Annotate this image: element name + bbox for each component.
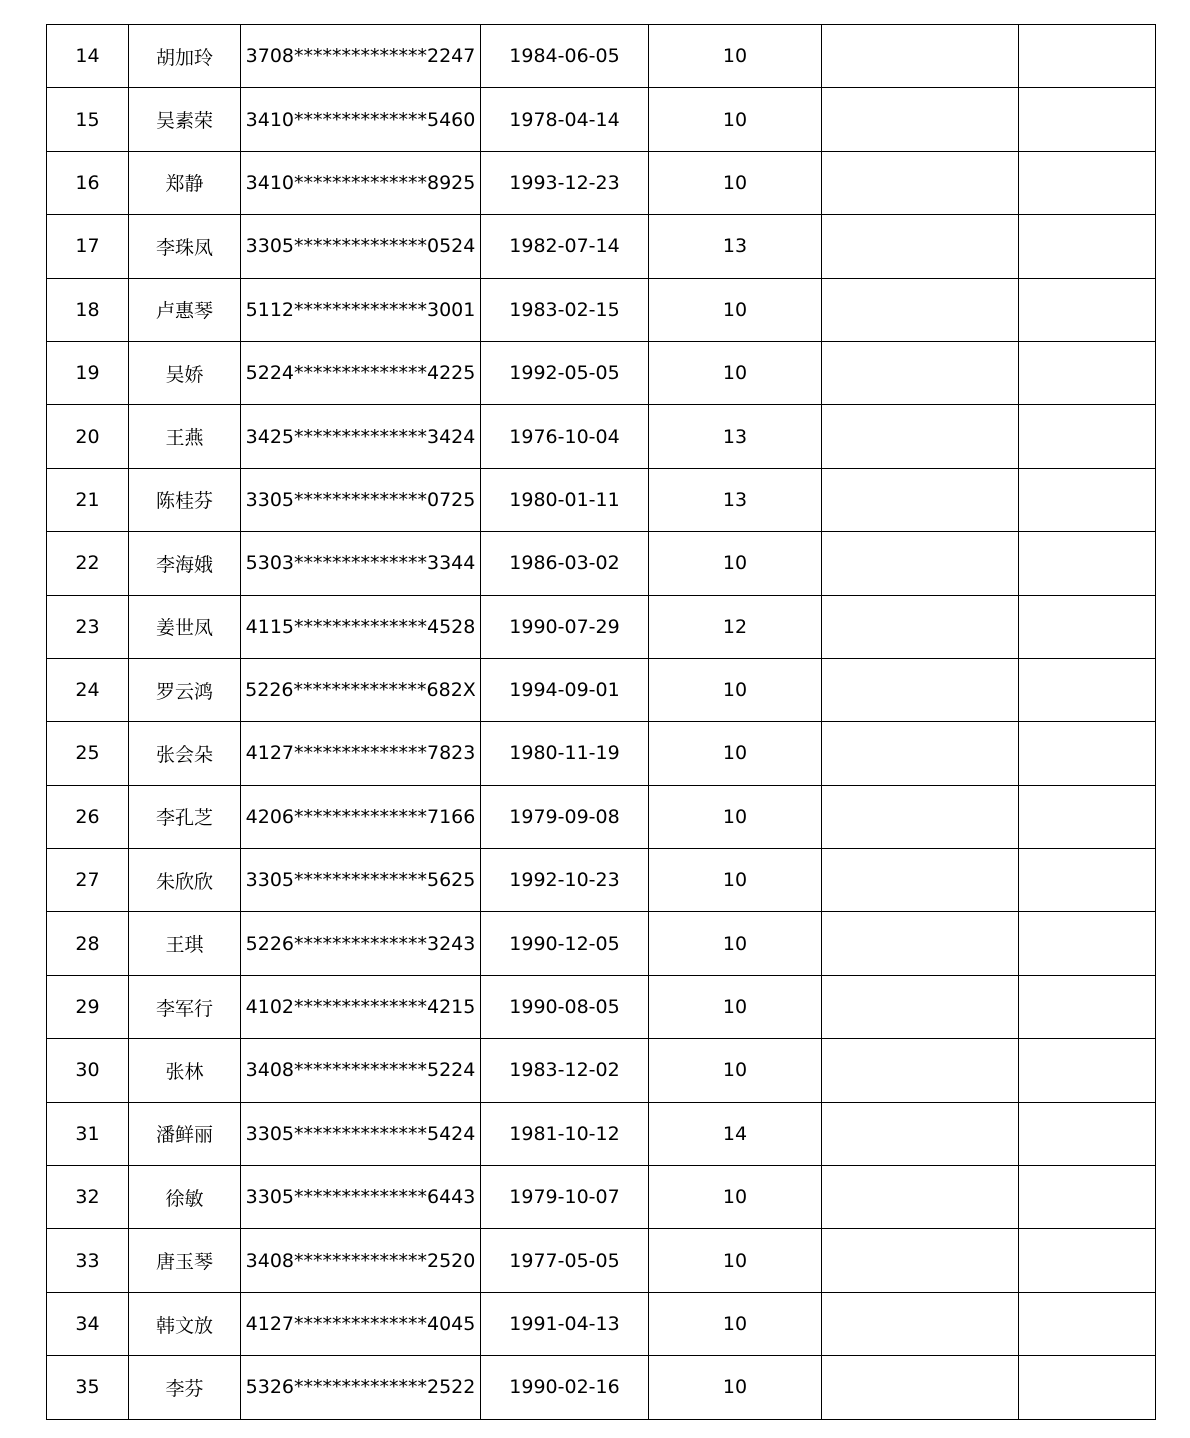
blank-cell-7 — [1019, 1102, 1156, 1165]
blank-cell-7 — [1019, 405, 1156, 468]
birth-date-cell: 1981-10-12 — [481, 1102, 649, 1165]
table-row — [47, 532, 1156, 595]
id-number-cell: 5112**************3001 — [241, 278, 481, 341]
row-number-cell: 22 — [47, 532, 129, 595]
blank-cell-7 — [1019, 785, 1156, 848]
blank-cell-7 — [1019, 975, 1156, 1038]
blank-cell-6 — [822, 1102, 1019, 1165]
value-cell: 10 — [649, 88, 822, 151]
blank-cell-7 — [1019, 595, 1156, 658]
id-number-cell: 3410**************8925 — [241, 151, 481, 214]
birth-date-cell: 1978-04-14 — [481, 88, 649, 151]
birth-date-cell: 1984-06-05 — [481, 25, 649, 88]
blank-cell-6 — [822, 278, 1019, 341]
value-cell: 10 — [649, 1356, 822, 1419]
id-number-cell: 4127**************7823 — [241, 722, 481, 785]
table-row — [47, 25, 1156, 88]
blank-cell-7 — [1019, 88, 1156, 151]
table-row — [47, 785, 1156, 848]
blank-cell-6 — [822, 722, 1019, 785]
row-number-cell: 21 — [47, 468, 129, 531]
id-number-cell: 3305**************5625 — [241, 849, 481, 912]
table-row — [47, 1102, 1156, 1165]
id-number-cell: 3408**************2520 — [241, 1229, 481, 1292]
blank-cell-7 — [1019, 532, 1156, 595]
name-cell: 卢惠琴 — [129, 278, 241, 341]
birth-date-cell: 1979-10-07 — [481, 1166, 649, 1229]
row-number-cell: 30 — [47, 1039, 129, 1102]
blank-cell-7 — [1019, 468, 1156, 531]
id-number-cell: 5224**************4225 — [241, 341, 481, 404]
blank-cell-6 — [822, 658, 1019, 721]
value-cell: 10 — [649, 658, 822, 721]
blank-cell-6 — [822, 532, 1019, 595]
name-cell: 李军行 — [129, 975, 241, 1038]
row-number-cell: 20 — [47, 405, 129, 468]
value-cell: 10 — [649, 722, 822, 785]
table-row — [47, 1166, 1156, 1229]
birth-date-cell: 1992-05-05 — [481, 341, 649, 404]
birth-date-cell: 1980-11-19 — [481, 722, 649, 785]
name-cell: 唐玉琴 — [129, 1229, 241, 1292]
row-number-cell: 28 — [47, 912, 129, 975]
id-number-cell: 4102**************4215 — [241, 975, 481, 1038]
birth-date-cell: 1977-05-05 — [481, 1229, 649, 1292]
blank-cell-6 — [822, 975, 1019, 1038]
blank-cell-6 — [822, 88, 1019, 151]
row-number-cell: 19 — [47, 341, 129, 404]
roster-table-body — [47, 25, 1156, 1420]
blank-cell-7 — [1019, 1166, 1156, 1229]
blank-cell-7 — [1019, 151, 1156, 214]
row-number-cell: 16 — [47, 151, 129, 214]
value-cell: 10 — [649, 1292, 822, 1355]
name-cell: 陈桂芬 — [129, 468, 241, 531]
value-cell: 13 — [649, 215, 822, 278]
id-number-cell: 3708**************2247 — [241, 25, 481, 88]
row-number-cell: 35 — [47, 1356, 129, 1419]
row-number-cell: 18 — [47, 278, 129, 341]
table-row — [47, 595, 1156, 658]
roster-table — [46, 24, 1156, 1420]
value-cell: 13 — [649, 405, 822, 468]
value-cell: 13 — [649, 468, 822, 531]
value-cell: 10 — [649, 1039, 822, 1102]
name-cell: 王燕 — [129, 405, 241, 468]
row-number-cell: 23 — [47, 595, 129, 658]
blank-cell-6 — [822, 1039, 1019, 1102]
row-number-cell: 15 — [47, 88, 129, 151]
blank-cell-6 — [822, 1166, 1019, 1229]
value-cell: 10 — [649, 975, 822, 1038]
blank-cell-7 — [1019, 1039, 1156, 1102]
birth-date-cell: 1983-02-15 — [481, 278, 649, 341]
id-number-cell: 4127**************4045 — [241, 1292, 481, 1355]
table-row — [47, 658, 1156, 721]
table-row — [47, 1292, 1156, 1355]
blank-cell-6 — [822, 912, 1019, 975]
value-cell: 10 — [649, 151, 822, 214]
id-number-cell: 5226**************3243 — [241, 912, 481, 975]
name-cell: 罗云鸿 — [129, 658, 241, 721]
birth-date-cell: 1991-04-13 — [481, 1292, 649, 1355]
blank-cell-6 — [822, 151, 1019, 214]
id-number-cell: 3305**************6443 — [241, 1166, 481, 1229]
value-cell: 10 — [649, 341, 822, 404]
name-cell: 潘鲜丽 — [129, 1102, 241, 1165]
table-row — [47, 1229, 1156, 1292]
blank-cell-6 — [822, 1229, 1019, 1292]
table-row — [47, 975, 1156, 1038]
id-number-cell: 4115**************4528 — [241, 595, 481, 658]
row-number-cell: 32 — [47, 1166, 129, 1229]
table-row — [47, 151, 1156, 214]
birth-date-cell: 1986-03-02 — [481, 532, 649, 595]
name-cell: 张林 — [129, 1039, 241, 1102]
birth-date-cell: 1992-10-23 — [481, 849, 649, 912]
table-row — [47, 1356, 1156, 1419]
table-row — [47, 849, 1156, 912]
row-number-cell: 26 — [47, 785, 129, 848]
value-cell: 10 — [649, 912, 822, 975]
name-cell: 徐敏 — [129, 1166, 241, 1229]
table-row — [47, 912, 1156, 975]
value-cell: 10 — [649, 25, 822, 88]
blank-cell-7 — [1019, 849, 1156, 912]
blank-cell-7 — [1019, 912, 1156, 975]
value-cell: 10 — [649, 849, 822, 912]
blank-cell-7 — [1019, 658, 1156, 721]
table-row — [47, 405, 1156, 468]
blank-cell-6 — [822, 1356, 1019, 1419]
table-row — [47, 722, 1156, 785]
id-number-cell: 3305**************0524 — [241, 215, 481, 278]
blank-cell-7 — [1019, 25, 1156, 88]
value-cell: 14 — [649, 1102, 822, 1165]
table-row — [47, 1039, 1156, 1102]
blank-cell-7 — [1019, 278, 1156, 341]
id-number-cell: 3425**************3424 — [241, 405, 481, 468]
blank-cell-6 — [822, 341, 1019, 404]
blank-cell-7 — [1019, 215, 1156, 278]
id-number-cell: 5326**************2522 — [241, 1356, 481, 1419]
table-row — [47, 278, 1156, 341]
birth-date-cell: 1990-02-16 — [481, 1356, 649, 1419]
table-row — [47, 215, 1156, 278]
id-number-cell: 5226**************682X — [241, 658, 481, 721]
id-number-cell: 5303**************3344 — [241, 532, 481, 595]
blank-cell-7 — [1019, 1292, 1156, 1355]
name-cell: 李孔芝 — [129, 785, 241, 848]
name-cell: 张会朵 — [129, 722, 241, 785]
birth-date-cell: 1990-08-05 — [481, 975, 649, 1038]
name-cell: 李珠凤 — [129, 215, 241, 278]
id-number-cell: 4206**************7166 — [241, 785, 481, 848]
birth-date-cell: 1980-01-11 — [481, 468, 649, 531]
birth-date-cell: 1990-12-05 — [481, 912, 649, 975]
value-cell: 10 — [649, 278, 822, 341]
value-cell: 10 — [649, 1229, 822, 1292]
name-cell: 郑静 — [129, 151, 241, 214]
row-number-cell: 33 — [47, 1229, 129, 1292]
blank-cell-6 — [822, 595, 1019, 658]
blank-cell-7 — [1019, 1356, 1156, 1419]
blank-cell-6 — [822, 849, 1019, 912]
row-number-cell: 14 — [47, 25, 129, 88]
value-cell: 10 — [649, 1166, 822, 1229]
blank-cell-7 — [1019, 341, 1156, 404]
name-cell: 胡加玲 — [129, 25, 241, 88]
row-number-cell: 34 — [47, 1292, 129, 1355]
blank-cell-6 — [822, 785, 1019, 848]
name-cell: 吴素荣 — [129, 88, 241, 151]
birth-date-cell: 1990-07-29 — [481, 595, 649, 658]
id-number-cell: 3305**************5424 — [241, 1102, 481, 1165]
name-cell: 王琪 — [129, 912, 241, 975]
table-row — [47, 341, 1156, 404]
birth-date-cell: 1979-09-08 — [481, 785, 649, 848]
name-cell: 韩文放 — [129, 1292, 241, 1355]
row-number-cell: 29 — [47, 975, 129, 1038]
id-number-cell: 3410**************5460 — [241, 88, 481, 151]
blank-cell-6 — [822, 405, 1019, 468]
birth-date-cell: 1982-07-14 — [481, 215, 649, 278]
roster-table-container — [46, 24, 1156, 1420]
id-number-cell: 3408**************5224 — [241, 1039, 481, 1102]
blank-cell-6 — [822, 468, 1019, 531]
birth-date-cell: 1993-12-23 — [481, 151, 649, 214]
row-number-cell: 25 — [47, 722, 129, 785]
birth-date-cell: 1976-10-04 — [481, 405, 649, 468]
blank-cell-7 — [1019, 1229, 1156, 1292]
name-cell: 李芬 — [129, 1356, 241, 1419]
table-row — [47, 468, 1156, 531]
row-number-cell: 31 — [47, 1102, 129, 1165]
value-cell: 10 — [649, 785, 822, 848]
blank-cell-6 — [822, 25, 1019, 88]
blank-cell-6 — [822, 215, 1019, 278]
name-cell: 李海娥 — [129, 532, 241, 595]
name-cell: 朱欣欣 — [129, 849, 241, 912]
row-number-cell: 27 — [47, 849, 129, 912]
row-number-cell: 24 — [47, 658, 129, 721]
value-cell: 10 — [649, 532, 822, 595]
table-row — [47, 88, 1156, 151]
name-cell: 吴娇 — [129, 341, 241, 404]
name-cell: 姜世凤 — [129, 595, 241, 658]
birth-date-cell: 1994-09-01 — [481, 658, 649, 721]
blank-cell-7 — [1019, 722, 1156, 785]
birth-date-cell: 1983-12-02 — [481, 1039, 649, 1102]
value-cell: 12 — [649, 595, 822, 658]
blank-cell-6 — [822, 1292, 1019, 1355]
row-number-cell: 17 — [47, 215, 129, 278]
id-number-cell: 3305**************0725 — [241, 468, 481, 531]
